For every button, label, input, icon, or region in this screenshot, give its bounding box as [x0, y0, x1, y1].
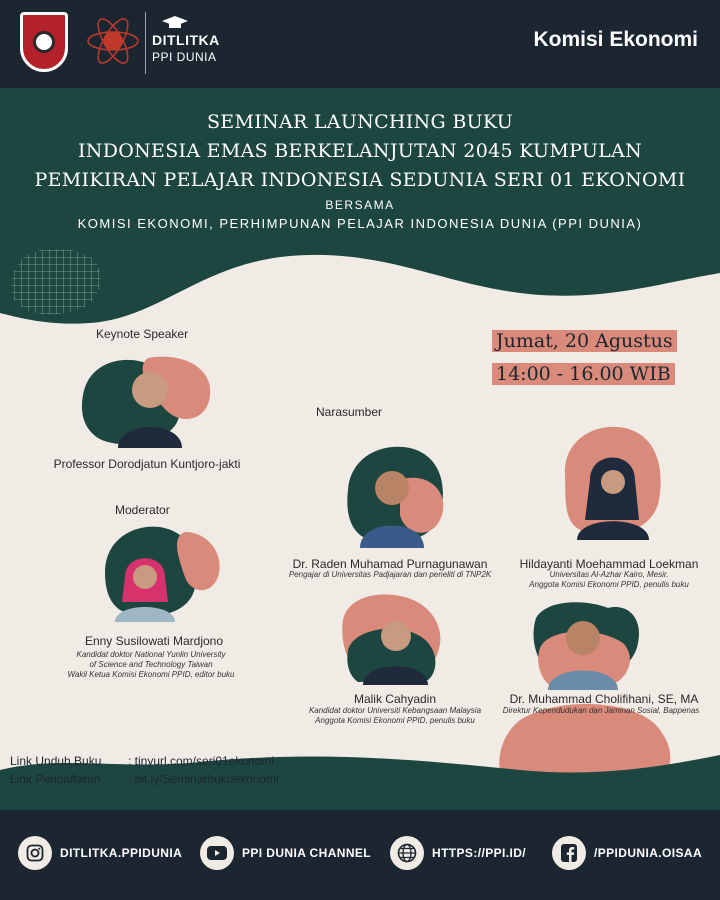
download-link-row — [10, 752, 279, 770]
moderator-name: Enny Susilowati Mardjono — [84, 634, 224, 648]
instagram-link[interactable] — [18, 836, 182, 870]
speaker-4-desc: Direktur Kependudukan dan Jaminan Sosial, Bappenas — [502, 706, 700, 715]
keynote-heading: Keynote Speaker — [96, 327, 189, 341]
commission-label: Komisi Ekonomi — [533, 28, 698, 51]
facebook-icon — [552, 836, 586, 870]
speaker-1-desc: Pengajar di Universitas Padjajaran dan peneliti di TNP2K — [288, 570, 492, 579]
ppi-logo — [20, 12, 68, 72]
speaker-2-name: Hildayanti Moehammad Loekman — [519, 557, 699, 571]
facebook-link[interactable] — [552, 836, 702, 870]
register-link-label: Link Pendaftaran — [10, 772, 101, 786]
speakers-heading: Narasumber — [316, 405, 383, 419]
ditlitka-logo — [86, 14, 140, 68]
brand-divider — [145, 12, 146, 74]
speaker-2-desc: Universitas Al-Azhar Kairo, Mesir. Anggota Komisi Ekonomi PPID, penulis buku — [529, 570, 689, 589]
website-url: HTTPS://PPI.ID/ — [432, 846, 527, 860]
moderator-heading: Moderator — [115, 503, 170, 517]
speaker-1-name: Dr. Raden Muhamad Purnagunawan — [292, 557, 488, 571]
register-link-row — [10, 770, 279, 788]
event-time: 14:00 - 16.00 WIB — [492, 363, 675, 385]
brand-subtitle: PPI DUNIA — [152, 50, 217, 64]
keynote-name: Professor Dorodjatun Kuntjoro-jakti — [53, 457, 241, 471]
instagram-icon — [18, 836, 52, 870]
speaker-2-photo — [555, 420, 665, 545]
with-label: BERSAMA — [325, 198, 395, 212]
download-link-label: Link Unduh Buku — [10, 754, 102, 768]
download-link[interactable]: : tinyurl.com/seri01ekonomi — [128, 754, 275, 768]
instagram-handle: DITLITKA.PPIDUNIA — [60, 846, 183, 860]
title-line-3: PEMIKIRAN PELAJAR INDONESIA SEDUNIA SERI 01 EKONOMI — [34, 169, 686, 191]
register-link[interactable]: : bit.ly/Seminarbukuekonomi — [128, 772, 279, 786]
event-date: Jumat, 20 Agustus — [492, 330, 677, 352]
moderator-photo — [100, 522, 225, 622]
globe-icon — [390, 836, 424, 870]
title-line-2: INDONESIA EMAS BERKELANJUTAN 2045 KUMPULAN — [77, 140, 643, 162]
organizer: KOMISI EKONOMI, PERHIMPUNAN PELAJAR INDONESIA DUNIA (PPI DUNIA) — [77, 216, 643, 231]
graduation-cap-icon — [162, 16, 188, 30]
speaker-3-photo — [338, 590, 448, 685]
speaker-4-photo — [528, 598, 648, 690]
event-title — [0, 108, 720, 195]
brand-title: DITLITKA — [152, 32, 220, 48]
keynote-photo — [78, 350, 218, 450]
speaker-3-desc: Kandidat doktor Universiti Kebangsaan Malaysia Anggota Komisi Ekonomi PPID, penulis buku — [308, 706, 482, 725]
speaker-1-photo — [340, 440, 450, 550]
moderator-desc: Kandidat doktor National Yunlin University of Science and Technology Taiwan Wakil Ketua Komisi Ekonomi PPID, editor buku — [67, 650, 235, 679]
speaker-3-name: Malik Cahyadin — [353, 692, 437, 706]
facebook-page: /PPIDUNIA.OISAA — [594, 846, 703, 860]
title-line-1: SEMINAR LAUNCHING BUKU — [206, 111, 514, 133]
youtube-icon — [200, 836, 234, 870]
speaker-4-name: Dr. Muhammad Cholifihani, SE, MA — [509, 692, 699, 706]
youtube-channel: PPI DUNIA CHANNEL — [242, 846, 372, 860]
links-block — [10, 752, 279, 788]
website-link[interactable] — [390, 836, 526, 870]
youtube-link[interactable] — [200, 836, 371, 870]
